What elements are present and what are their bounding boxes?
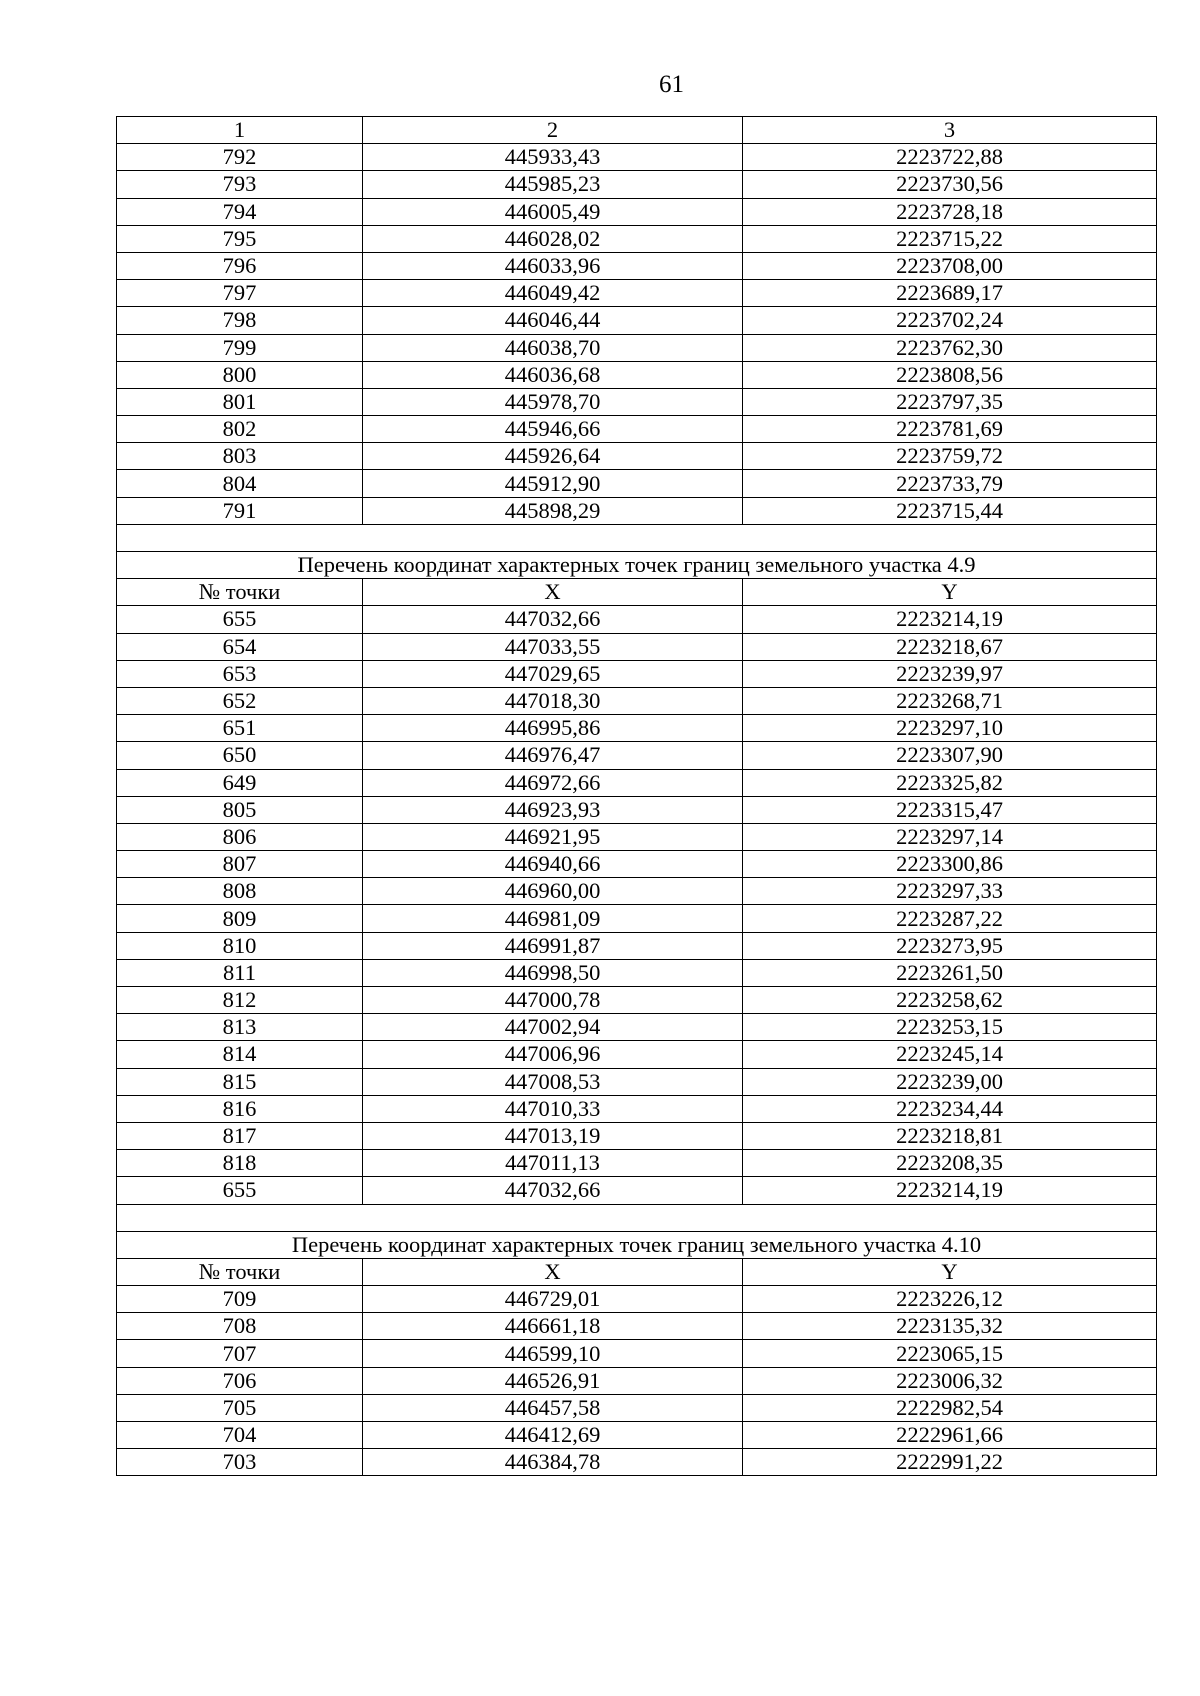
x-coordinate-cell: 447032,66: [363, 1177, 743, 1204]
x-coordinate-cell: 447011,13: [363, 1150, 743, 1177]
table-row: [117, 1394, 1157, 1421]
section-title-row: [117, 1231, 1157, 1258]
table-row: [117, 769, 1157, 796]
y-coordinate-cell: 2223689,17: [743, 280, 1157, 307]
point-number-cell: 795: [117, 225, 363, 252]
table-row: [117, 171, 1157, 198]
y-coordinate-cell: 2223759,72: [743, 443, 1157, 470]
y-coordinate-cell: 2223715,44: [743, 497, 1157, 524]
section-spacer-row: [117, 524, 1157, 551]
point-number-cell: 705: [117, 1394, 363, 1421]
table-row: [117, 606, 1157, 633]
x-coordinate-cell: 447002,94: [363, 1014, 743, 1041]
point-number-cell: 810: [117, 932, 363, 959]
point-number-cell: 654: [117, 633, 363, 660]
point-number-cell: 818: [117, 1150, 363, 1177]
x-coordinate-cell: 447032,66: [363, 606, 743, 633]
table-row: [117, 1367, 1157, 1394]
y-coordinate-cell: 2223135,32: [743, 1313, 1157, 1340]
y-coordinate-cell: 2223297,33: [743, 878, 1157, 905]
table-row: [117, 1150, 1157, 1177]
table-row: [117, 470, 1157, 497]
x-coordinate-cell: 445912,90: [363, 470, 743, 497]
x-coordinate-cell: 445946,66: [363, 416, 743, 443]
spacer-cell: [117, 524, 1157, 551]
y-coordinate-cell: 2223297,14: [743, 823, 1157, 850]
x-coordinate-cell: 447033,55: [363, 633, 743, 660]
section-header-row: [117, 1258, 1157, 1285]
y-coordinate-cell: 2223218,81: [743, 1122, 1157, 1149]
table-row: [117, 796, 1157, 823]
spacer-cell: [117, 1204, 1157, 1231]
y-coordinate-cell: 2223268,71: [743, 687, 1157, 714]
x-coordinate-cell: 445926,64: [363, 443, 743, 470]
y-coordinate-cell: 2222961,66: [743, 1422, 1157, 1449]
x-coordinate-cell: 446036,68: [363, 361, 743, 388]
x-coordinate-cell: 446046,44: [363, 307, 743, 334]
section-header-row: [117, 579, 1157, 606]
x-header: X: [363, 1258, 743, 1285]
table-row: [117, 198, 1157, 225]
x-coordinate-cell: 447000,78: [363, 987, 743, 1014]
table-row: [117, 878, 1157, 905]
point-number-cell: 649: [117, 769, 363, 796]
x-coordinate-cell: 445985,23: [363, 171, 743, 198]
table-row: [117, 388, 1157, 415]
point-number-cell: 797: [117, 280, 363, 307]
x-coordinate-cell: 446028,02: [363, 225, 743, 252]
table-row: [117, 1340, 1157, 1367]
table-row: [117, 361, 1157, 388]
x-coordinate-cell: 446991,87: [363, 932, 743, 959]
point-number-cell: 707: [117, 1340, 363, 1367]
point-number-cell: 796: [117, 252, 363, 279]
table-row: [117, 1068, 1157, 1095]
y-coordinate-cell: 2222991,22: [743, 1449, 1157, 1476]
point-number-cell: 798: [117, 307, 363, 334]
y-coordinate-cell: 2223245,14: [743, 1041, 1157, 1068]
y-coordinate-cell: 2223065,15: [743, 1340, 1157, 1367]
table-row: [117, 307, 1157, 334]
point-number-cell: 812: [117, 987, 363, 1014]
y-coordinate-cell: 2223708,00: [743, 252, 1157, 279]
y-coordinate-cell: 2223234,44: [743, 1095, 1157, 1122]
point-number-cell: 652: [117, 687, 363, 714]
x-coordinate-cell: 446923,93: [363, 796, 743, 823]
point-number-cell: 792: [117, 144, 363, 171]
y-header: Y: [743, 1258, 1157, 1285]
point-number-cell: 794: [117, 198, 363, 225]
x-coordinate-cell: 447013,19: [363, 1122, 743, 1149]
point-number-cell: 814: [117, 1041, 363, 1068]
section-title-row: [117, 552, 1157, 579]
point-number-cell: 655: [117, 606, 363, 633]
table-row: [117, 1177, 1157, 1204]
y-coordinate-cell: 2223006,32: [743, 1367, 1157, 1394]
table-row: [117, 144, 1157, 171]
section-title: Перечень координат характерных точек границ земельного участка 4.10: [117, 1231, 1157, 1258]
y-coordinate-cell: 2223208,35: [743, 1150, 1157, 1177]
point-number-cell: 651: [117, 715, 363, 742]
y-coordinate-cell: 2223297,10: [743, 715, 1157, 742]
section-spacer-row: [117, 1204, 1157, 1231]
point-number-cell: 703: [117, 1449, 363, 1476]
point-number-cell: 803: [117, 443, 363, 470]
y-header: Y: [743, 579, 1157, 606]
y-coordinate-cell: 2222982,54: [743, 1394, 1157, 1421]
y-coordinate-cell: 2223728,18: [743, 198, 1157, 225]
point-number-cell: 799: [117, 334, 363, 361]
point-number-cell: 655: [117, 1177, 363, 1204]
x-coordinate-cell: 446995,86: [363, 715, 743, 742]
table-row: [117, 823, 1157, 850]
y-coordinate-cell: 2223214,19: [743, 1177, 1157, 1204]
y-coordinate-cell: 2223797,35: [743, 388, 1157, 415]
x-coordinate-cell: 446729,01: [363, 1286, 743, 1313]
point-number-cell: 809: [117, 905, 363, 932]
y-coordinate-cell: 2223261,50: [743, 959, 1157, 986]
table-row: [117, 1313, 1157, 1340]
y-coordinate-cell: 2223722,88: [743, 144, 1157, 171]
y-coordinate-cell: 2223762,30: [743, 334, 1157, 361]
table-row: [117, 252, 1157, 279]
x-coordinate-cell: 446960,00: [363, 878, 743, 905]
point-number-cell: 801: [117, 388, 363, 415]
y-coordinate-cell: 2223273,95: [743, 932, 1157, 959]
point-number-cell: 800: [117, 361, 363, 388]
x-coordinate-cell: 446981,09: [363, 905, 743, 932]
coordinates-table: [116, 116, 1157, 1476]
x-coordinate-cell: 446526,91: [363, 1367, 743, 1394]
point-number-cell: 808: [117, 878, 363, 905]
y-coordinate-cell: 2223325,82: [743, 769, 1157, 796]
table-row: [117, 959, 1157, 986]
point-number-cell: 804: [117, 470, 363, 497]
table-row: [117, 715, 1157, 742]
point-number-header: № точки: [117, 1258, 363, 1285]
x-coordinate-cell: 446998,50: [363, 959, 743, 986]
y-coordinate-cell: 2223315,47: [743, 796, 1157, 823]
x-header: X: [363, 579, 743, 606]
table-row: [117, 932, 1157, 959]
table-row: [117, 1095, 1157, 1122]
table-row: [117, 416, 1157, 443]
column-index-cell: 3: [743, 117, 1157, 144]
point-number-cell: 815: [117, 1068, 363, 1095]
coordinates-table-body: [117, 117, 1157, 1476]
table-row: [117, 1122, 1157, 1149]
table-row: [117, 1449, 1157, 1476]
y-coordinate-cell: 2223239,00: [743, 1068, 1157, 1095]
y-coordinate-cell: 2223307,90: [743, 742, 1157, 769]
table-row: [117, 905, 1157, 932]
point-number-cell: 709: [117, 1286, 363, 1313]
point-number-cell: 811: [117, 959, 363, 986]
x-coordinate-cell: 446940,66: [363, 851, 743, 878]
y-coordinate-cell: 2223253,15: [743, 1014, 1157, 1041]
table-row: [117, 497, 1157, 524]
y-coordinate-cell: 2223287,22: [743, 905, 1157, 932]
point-number-cell: 806: [117, 823, 363, 850]
x-coordinate-cell: 447010,33: [363, 1095, 743, 1122]
x-coordinate-cell: 446921,95: [363, 823, 743, 850]
point-number-cell: 817: [117, 1122, 363, 1149]
x-coordinate-cell: 446038,70: [363, 334, 743, 361]
table-row: [117, 660, 1157, 687]
point-number-cell: 816: [117, 1095, 363, 1122]
table-row: [117, 443, 1157, 470]
x-coordinate-cell: 446049,42: [363, 280, 743, 307]
point-number-cell: 805: [117, 796, 363, 823]
x-coordinate-cell: 445898,29: [363, 497, 743, 524]
table-row: [117, 1014, 1157, 1041]
x-coordinate-cell: 447018,30: [363, 687, 743, 714]
table-row: [117, 1422, 1157, 1449]
x-coordinate-cell: 446412,69: [363, 1422, 743, 1449]
x-coordinate-cell: 447008,53: [363, 1068, 743, 1095]
point-number-header: № точки: [117, 579, 363, 606]
x-coordinate-cell: 445933,43: [363, 144, 743, 171]
column-index-cell: 1: [117, 117, 363, 144]
y-coordinate-cell: 2223258,62: [743, 987, 1157, 1014]
x-coordinate-cell: 446457,58: [363, 1394, 743, 1421]
point-number-cell: 791: [117, 497, 363, 524]
table-row: [117, 987, 1157, 1014]
table-row: [117, 334, 1157, 361]
y-coordinate-cell: 2223300,86: [743, 851, 1157, 878]
x-coordinate-cell: 445978,70: [363, 388, 743, 415]
page-number: 61: [659, 71, 684, 98]
point-number-cell: 802: [117, 416, 363, 443]
x-coordinate-cell: 446599,10: [363, 1340, 743, 1367]
y-coordinate-cell: 2223214,19: [743, 606, 1157, 633]
y-coordinate-cell: 2223808,56: [743, 361, 1157, 388]
table-row: [117, 633, 1157, 660]
table-row: [117, 687, 1157, 714]
x-coordinate-cell: 447006,96: [363, 1041, 743, 1068]
table-row: [117, 225, 1157, 252]
x-coordinate-cell: 446005,49: [363, 198, 743, 225]
y-coordinate-cell: 2223702,24: [743, 307, 1157, 334]
point-number-cell: 793: [117, 171, 363, 198]
table-row: [117, 1041, 1157, 1068]
x-coordinate-cell: 446976,47: [363, 742, 743, 769]
column-index-cell: 2: [363, 117, 743, 144]
y-coordinate-cell: 2223226,12: [743, 1286, 1157, 1313]
y-coordinate-cell: 2223218,67: [743, 633, 1157, 660]
table-row: [117, 851, 1157, 878]
column-index-row: [117, 117, 1157, 144]
y-coordinate-cell: 2223715,22: [743, 225, 1157, 252]
y-coordinate-cell: 2223733,79: [743, 470, 1157, 497]
table-row: [117, 280, 1157, 307]
x-coordinate-cell: 446033,96: [363, 252, 743, 279]
point-number-cell: 813: [117, 1014, 363, 1041]
section-title: Перечень координат характерных точек границ земельного участка 4.9: [117, 552, 1157, 579]
point-number-cell: 706: [117, 1367, 363, 1394]
table-row: [117, 742, 1157, 769]
point-number-cell: 807: [117, 851, 363, 878]
point-number-cell: 708: [117, 1313, 363, 1340]
point-number-cell: 650: [117, 742, 363, 769]
y-coordinate-cell: 2223781,69: [743, 416, 1157, 443]
x-coordinate-cell: 446972,66: [363, 769, 743, 796]
x-coordinate-cell: 446384,78: [363, 1449, 743, 1476]
x-coordinate-cell: 447029,65: [363, 660, 743, 687]
y-coordinate-cell: 2223239,97: [743, 660, 1157, 687]
point-number-cell: 704: [117, 1422, 363, 1449]
table-row: [117, 1286, 1157, 1313]
x-coordinate-cell: 446661,18: [363, 1313, 743, 1340]
y-coordinate-cell: 2223730,56: [743, 171, 1157, 198]
point-number-cell: 653: [117, 660, 363, 687]
